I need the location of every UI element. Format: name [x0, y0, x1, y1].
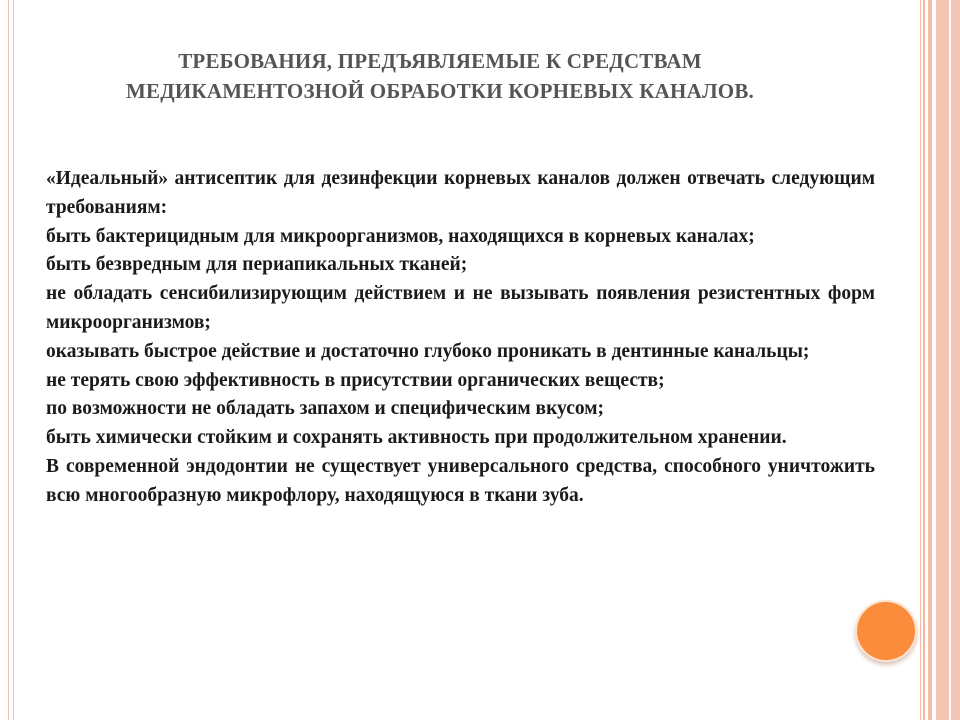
right-border-stripe — [928, 0, 932, 720]
right-border-stripe — [951, 0, 960, 720]
slide-title-line-1: ТРЕБОВАНИЯ, ПРЕДЪЯВЛЯЕМЫЕ К СРЕДСТВАМ — [178, 49, 702, 73]
body-paragraph-requirement: по возможности не обладать запахом и специфическим вкусом; — [46, 398, 605, 420]
body-paragraph-intro: «Идеальный» антисептик для дезинфекции корневых каналов должен отвечать следующим требованиям: — [46, 168, 875, 218]
slide-title — [60, 46, 820, 106]
body-paragraph-requirement: оказывать быстрое действие и достаточно глубоко проникать в дентинные канальцы; — [46, 340, 810, 362]
right-border-stripe — [923, 0, 925, 720]
slide-body — [46, 165, 875, 511]
slide-title-line-2: МЕДИКАМЕНТОЗНОЙ ОБРАБОТКИ КОРНЕВЫХ КАНАЛОВ. — [126, 79, 754, 103]
left-border-line — [13, 0, 14, 720]
body-paragraph-requirement: не терять свою эффективность в присутствии органических веществ; — [46, 369, 665, 391]
decorative-circle — [855, 600, 917, 662]
body-paragraph-requirement: быть химически стойким и сохранять активность при продолжительном хранении. — [46, 427, 787, 449]
body-paragraph-requirement: не обладать сенсибилизирующим действием и не вызывать появления резистентных форм микроорганизмов; — [46, 283, 875, 333]
left-border-line — [8, 0, 9, 720]
body-paragraph-requirement: быть бактерицидным для микроорганизмов, находящихся в корневых каналах; — [46, 225, 755, 247]
right-border-stripe — [920, 0, 921, 720]
body-paragraph-conclusion: В современной эндодонтии не существует универсального средства, способного уничтожить всю многообразную микрофлору, находящуюся в ткани зуба. — [46, 455, 875, 506]
right-border-stripe — [936, 0, 949, 720]
body-paragraph-requirement: быть безвредным для периапикальных тканей; — [46, 254, 468, 276]
